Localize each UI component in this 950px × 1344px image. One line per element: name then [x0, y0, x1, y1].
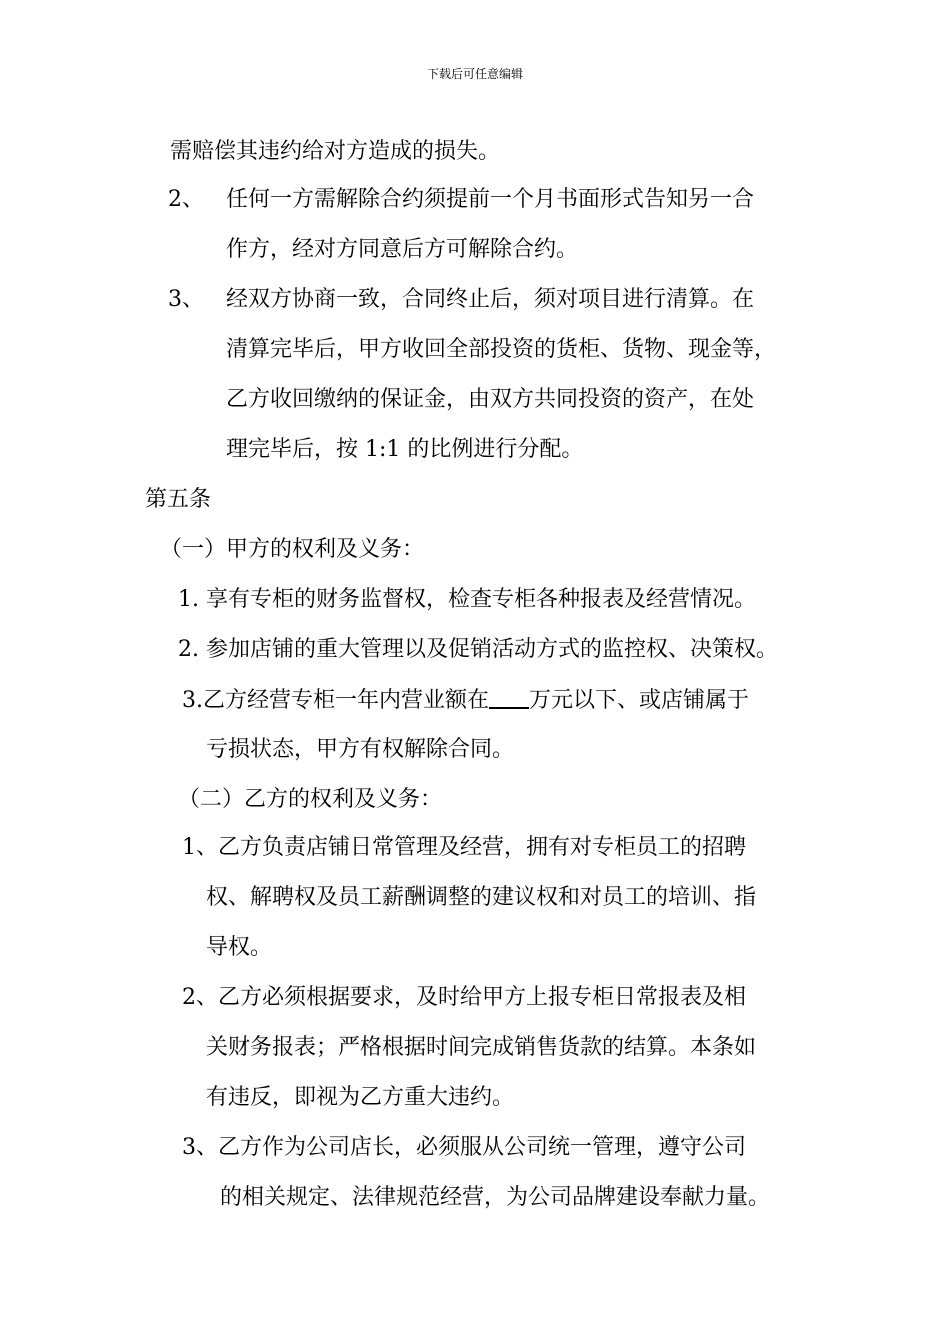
list-item: 1. 享有专柜的财务监督权，检查专柜各种报表及经营情况。 [178, 587, 756, 612]
list-item-text: 万元以下、或店铺属于 [529, 688, 750, 713]
fill-in-blank [489, 685, 529, 709]
paragraph-line: 导权。 [206, 935, 273, 960]
list-item [182, 685, 749, 716]
list-number: 2、 [168, 187, 204, 212]
paragraph-line: 清算完毕后，甲方收回全部投资的货柜、货物、现金等， [226, 337, 777, 362]
subsection-heading: （二）乙方的权利及义务： [178, 787, 443, 812]
list-item: 2. 参加店铺的重大管理以及促销活动方式的监控权、决策权。 [178, 637, 778, 662]
list-item: 3、乙方作为公司店长，必须服从公司统一管理，遵守公司 [182, 1135, 746, 1160]
paragraph-line: 作方，经对方同意后方可解除合约。 [226, 237, 579, 262]
paragraph-line: 乙方收回缴纳的保证金，由双方共同投资的资产，在处 [226, 387, 755, 412]
paragraph-line: 权、解聘权及员工薪酬调整的建议权和对员工的培训、指 [206, 885, 757, 910]
paragraph-line: 关财务报表；严格根据时间完成销售货款的结算。本条如 [206, 1035, 757, 1060]
paragraph-line: 有违反，即视为乙方重大违约。 [206, 1085, 515, 1110]
subsection-heading: （一）甲方的权利及义务： [160, 537, 425, 562]
section-heading: 第五条 [145, 487, 212, 512]
paragraph-line: 理完毕后，按 1:1 的比例进行分配。 [226, 437, 584, 462]
paragraph-line: 的相关规定、法律规范经营，为公司品牌建设奉献力量。 [220, 1185, 771, 1210]
paragraph-line: 需赔偿其违约给对方造成的损失。 [170, 139, 501, 164]
list-number: 3、 [168, 287, 204, 312]
paragraph-line: 任何一方需解除合约须提前一个月书面形式告知另一合 [226, 187, 755, 212]
list-item: 1、乙方负责店铺日常管理及经营，拥有对专柜员工的招聘 [182, 835, 746, 860]
page-header: 下载后可任意编辑 [426, 67, 523, 81]
paragraph-line: 经双方协商一致，合同终止后，须对项目进行清算。在 [226, 287, 755, 312]
list-item-text: 3.乙方经营专柜一年内营业额在 [182, 688, 489, 713]
paragraph-line: 亏损状态，甲方有权解除合同。 [206, 737, 515, 762]
list-item: 2、乙方必须根据要求，及时给甲方上报专柜日常报表及相 [182, 985, 746, 1010]
